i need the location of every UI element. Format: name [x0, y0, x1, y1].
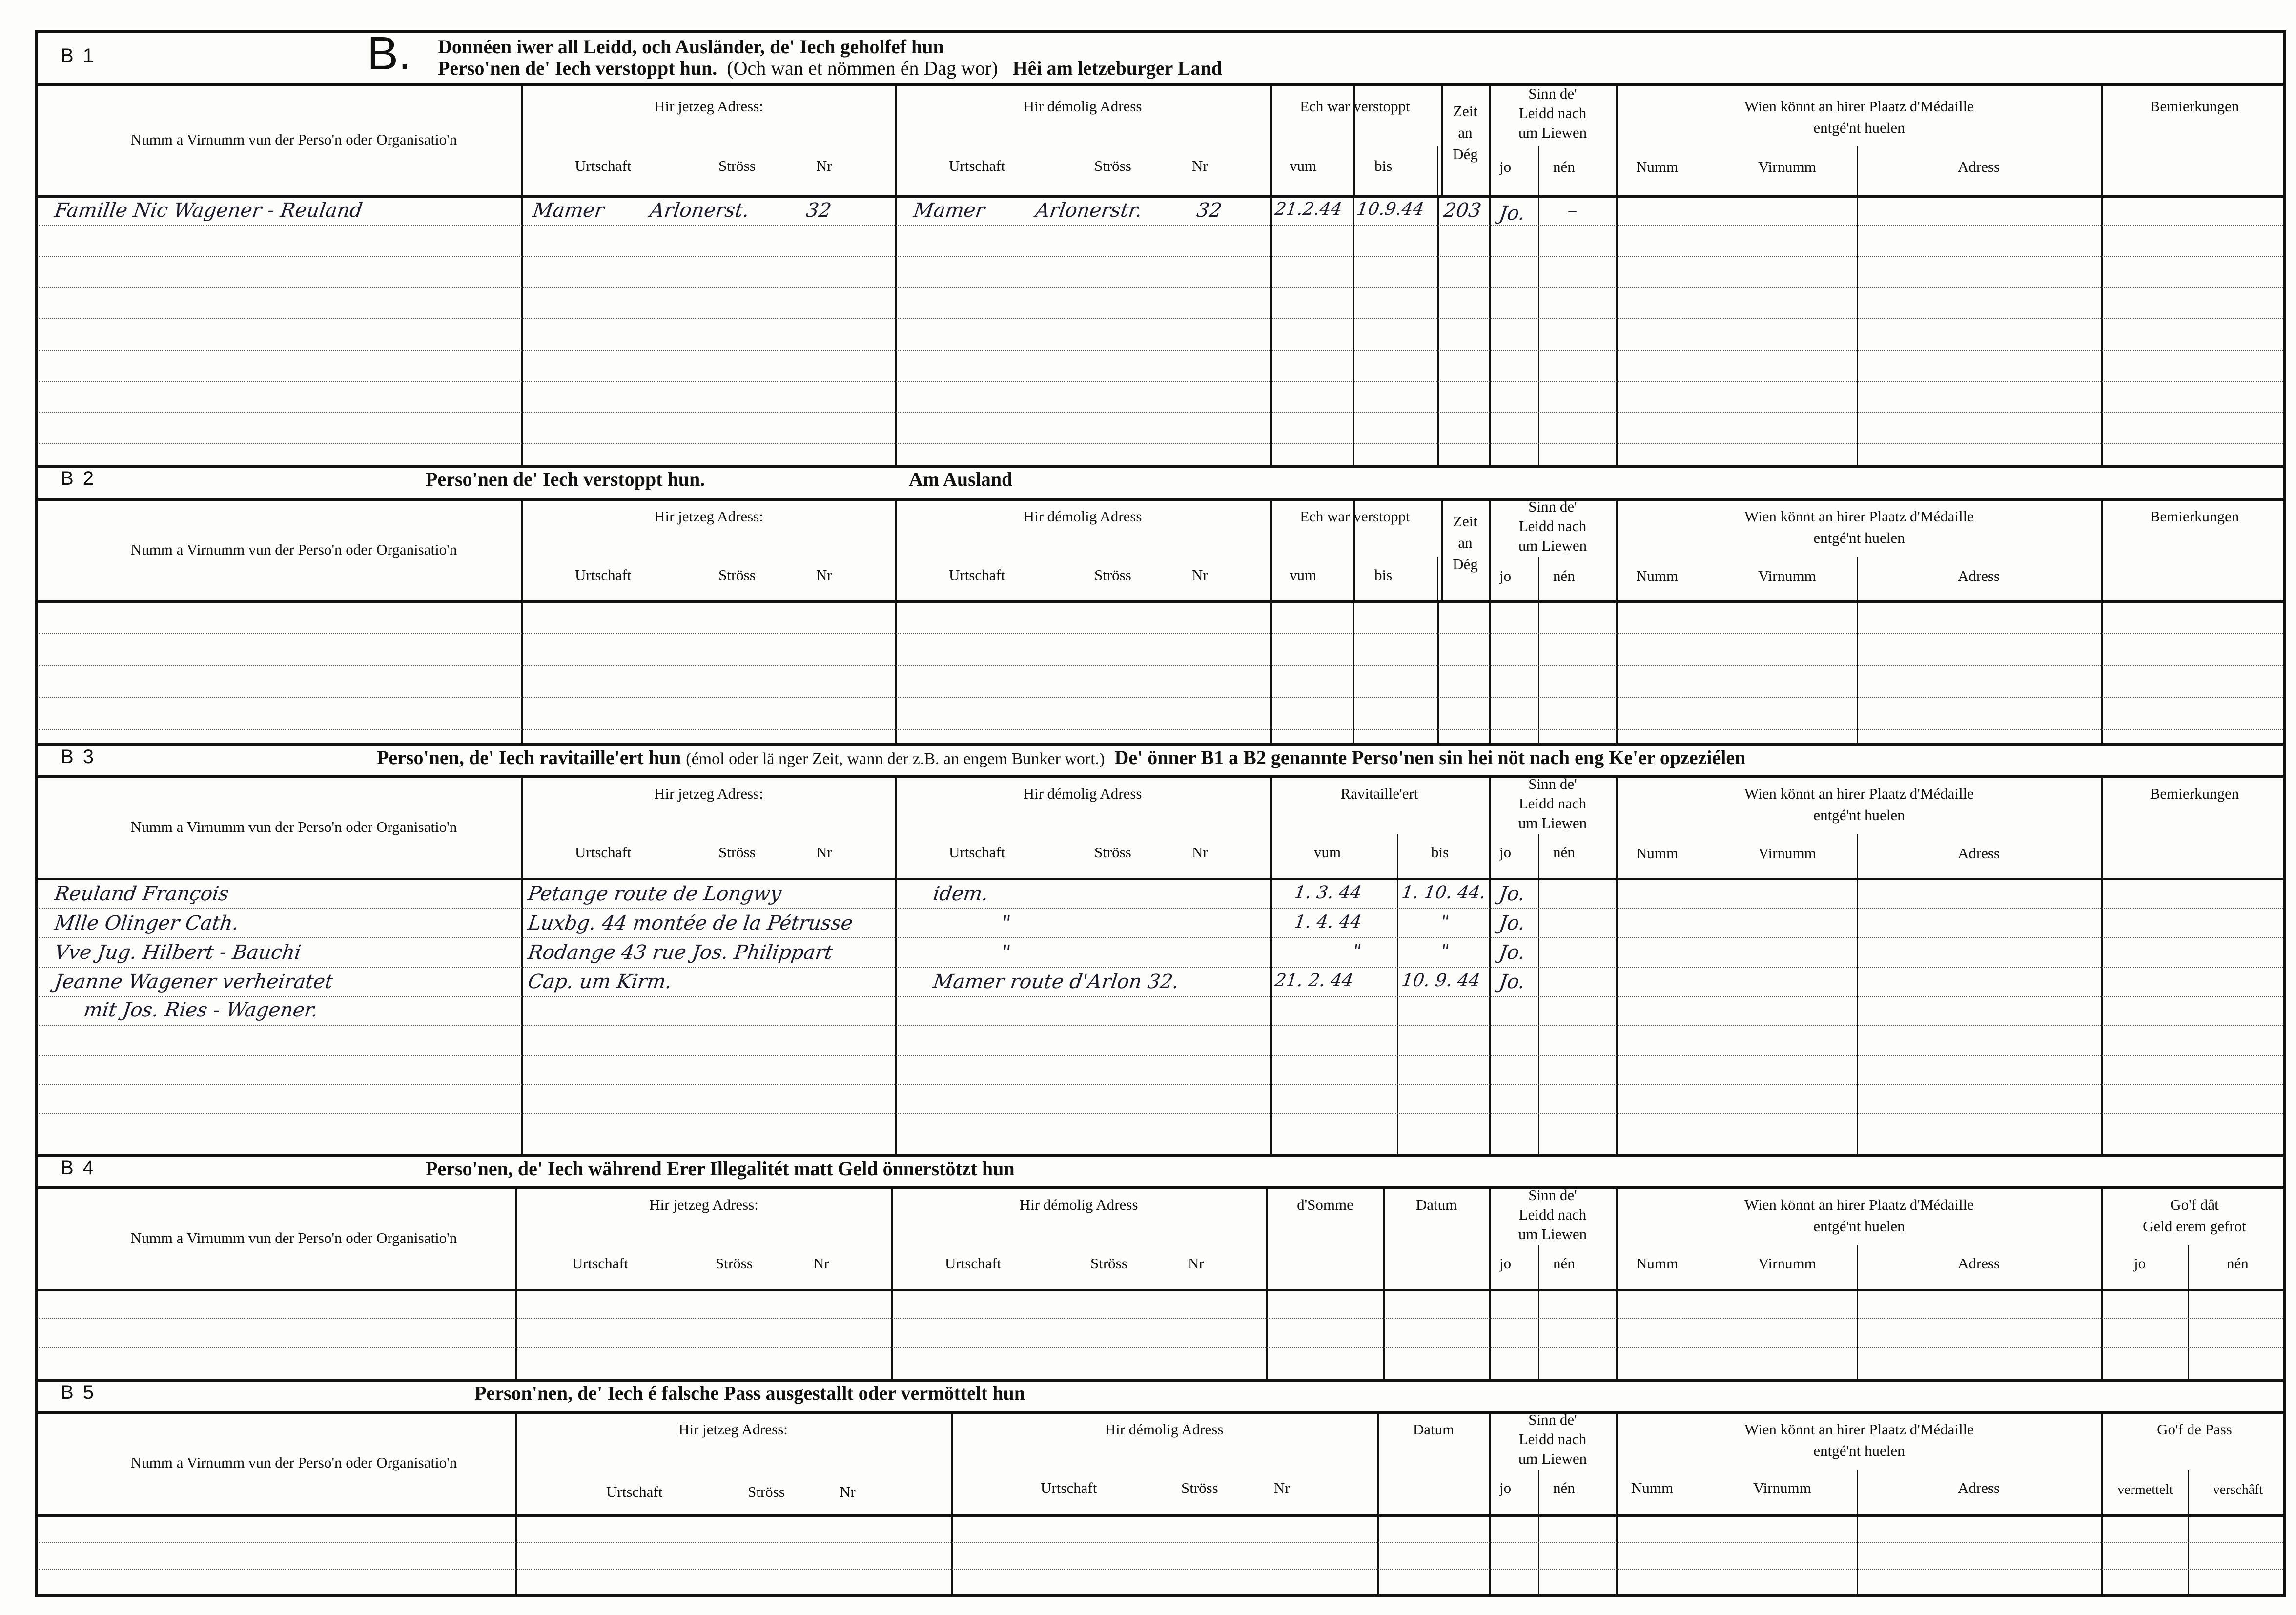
entry-to: 10. 9. 44: [1400, 971, 1482, 991]
no-header: nén: [1553, 1479, 1575, 1496]
address-header: Adress: [1957, 1255, 2000, 1272]
street-header: Ströss: [718, 157, 756, 174]
address-header: Adress: [1957, 158, 2000, 175]
number-header: Nr: [1274, 1479, 1290, 1496]
section-title: Perso'nen, de' Iech während Erer Illegalitét matt Geld önnerstötzt hun: [426, 1158, 1015, 1180]
entry-from: 1. 4. 44: [1293, 912, 1363, 932]
from-header: vum: [1314, 844, 1341, 861]
section-title: Perso'nen de' Iech verstoppt hun.: [426, 468, 705, 490]
section-subtitle: Am Ausland: [909, 468, 1013, 490]
current-address-header: Hir jetzeg Adress:: [678, 1421, 788, 1438]
entry-address: Luxbg. 44 montée de la Pétrusse: [526, 912, 855, 934]
street-header: Ströss: [1181, 1479, 1218, 1496]
pass-header: Go'f de Pass: [2157, 1421, 2232, 1438]
no-header: nén: [2227, 1255, 2249, 1272]
section-label: B 2: [61, 468, 96, 489]
place-header: Urtschaft: [575, 566, 632, 583]
entry-from: 21.2.44: [1273, 199, 1344, 219]
entry-name: Vve Jug. Hilbert - Bauchi: [53, 941, 303, 964]
remarks-header: Bemierkungen: [2150, 785, 2239, 802]
entry-to: ": [1439, 941, 1451, 961]
yes-header: jo: [1499, 567, 1512, 584]
surname-header: Virnumm: [1758, 1255, 1816, 1272]
repaid-header: Go'f dât: [2170, 1196, 2219, 1213]
section-title: Person'nen, de' Iech é falsche Pass ausgestallt oder vermöttelt hun: [474, 1382, 1025, 1404]
medal-header: Wien könnt an hirer Plaatz d'Médaille: [1744, 98, 1974, 115]
entry-former-address: idem.: [931, 883, 990, 905]
entry-to: 1. 10. 44.: [1400, 883, 1487, 903]
number-header: Nr: [816, 157, 832, 174]
medal-header-2: entgé'nt huelen: [1813, 807, 1905, 824]
medal-header-2: entgé'nt huelen: [1813, 1442, 1905, 1459]
street-header: Ströss: [748, 1483, 785, 1500]
remarks-header: Bemierkungen: [2150, 508, 2239, 525]
name-header: Numm a Virnumm vun der Perso'n oder Organisatio'n: [130, 1229, 457, 1246]
date-header: Datum: [1413, 1421, 1455, 1438]
former-address-header: Hir démolig Adress: [1105, 1421, 1224, 1438]
section-label: B 3: [61, 746, 96, 767]
no-header: nén: [1553, 567, 1575, 584]
current-address-header: Hir jetzeg Adress:: [654, 785, 763, 802]
no-header: nén: [1553, 1255, 1575, 1272]
sum-header: d'Somme: [1297, 1196, 1353, 1213]
entry-former-number: 32: [1195, 199, 1224, 222]
entry-name: Mlle Olinger Cath.: [53, 912, 241, 934]
number-header: Nr: [816, 844, 832, 861]
section-subtitle: Perso'nen de' Iech verstoppt hun. (Och wan et nömmen én Dag wor) Hêi am letzeburger Land: [438, 57, 1222, 79]
mediated-header: vermettelt: [2117, 1482, 2173, 1497]
entry-street: Arlonerst.: [648, 199, 751, 222]
street-header: Ströss: [1094, 157, 1131, 174]
procured-header: verschâft: [2213, 1482, 2263, 1497]
time-header: Zeit: [1453, 513, 1477, 530]
section-title: Donnéen iwer all Leidd, och Ausländer, de' Iech geholfef hun: [438, 36, 944, 58]
former-address-header: Hir démolig Adress: [1023, 98, 1142, 115]
entry-place: Mamer: [531, 199, 606, 222]
alive-header-3: um Liewen: [1518, 1225, 1587, 1242]
entry-former-address: ": [1000, 941, 1012, 964]
entry-former-street: Arlonerstr.: [1034, 199, 1144, 222]
entry-former-address: ": [1000, 912, 1012, 934]
medal-header-2: entgé'nt huelen: [1813, 1218, 1905, 1235]
name-header: Numm a Virnumm vun der Perso'n oder Organisatio'n: [130, 818, 457, 835]
number-header: Nr: [1192, 844, 1208, 861]
to-header: bis: [1431, 844, 1449, 861]
surname-header: Virnumm: [1758, 158, 1816, 175]
alive-header: Sinn de': [1528, 85, 1577, 102]
address-header: Adress: [1957, 567, 2000, 584]
entry-address: Rodange 43 rue Jos. Philippart: [526, 941, 834, 964]
alive-header-2: Leidd nach: [1518, 104, 1587, 122]
entry-days: 203: [1442, 199, 1483, 222]
former-address-header: Hir démolig Adress: [1023, 508, 1142, 525]
no-header: nén: [1553, 158, 1575, 175]
street-header: Ströss: [718, 566, 756, 583]
to-header: bis: [1374, 157, 1393, 174]
form-frame: [35, 27, 2286, 1597]
place-header: Urtschaft: [949, 566, 1005, 583]
alive-header-3: um Liewen: [1518, 1450, 1587, 1467]
medal-header: Wien könnt an hirer Plaatz d'Médaille: [1744, 1196, 1974, 1213]
surname-header: Virnumm: [1758, 845, 1816, 862]
first-name-header: Numm: [1636, 158, 1679, 175]
yes-header: jo: [1499, 844, 1512, 861]
medal-header-2: entgé'nt huelen: [1813, 529, 1905, 546]
number-header: Nr: [816, 566, 832, 583]
number-header: Nr: [813, 1255, 829, 1272]
first-name-header: Numm: [1636, 567, 1679, 584]
place-header: Urtschaft: [949, 157, 1005, 174]
alive-header-2: Leidd nach: [1518, 1430, 1587, 1448]
entry-name: Famille Nic Wagener - Reuland: [53, 199, 364, 222]
number-header: Nr: [840, 1483, 856, 1500]
yes-header: jo: [1499, 1479, 1512, 1496]
place-header: Urtschaft: [575, 157, 632, 174]
no-header: nén: [1553, 844, 1575, 861]
entry-alive-yes: Jo.: [1497, 971, 1527, 993]
alive-header-2: Leidd nach: [1518, 1206, 1587, 1223]
alive-header-3: um Liewen: [1518, 124, 1587, 141]
section-label: B 4: [61, 1157, 96, 1179]
entry-name: mit Jos. Ries - Wagener.: [82, 999, 320, 1021]
repaid-header-2: Geld erem gefrot: [2143, 1218, 2246, 1235]
remarks-header: Bemierkungen: [2150, 98, 2239, 115]
alive-header: Sinn de': [1528, 1411, 1577, 1428]
time-header-3: Dég: [1453, 145, 1478, 163]
number-header: Nr: [1188, 1255, 1204, 1272]
hidden-header: Ech war verstoppt: [1300, 508, 1410, 525]
entry-alive-yes: Jo.: [1497, 912, 1527, 934]
time-header-2: an: [1458, 534, 1473, 551]
section-label: B 5: [61, 1382, 96, 1403]
address-header: Adress: [1957, 845, 2000, 862]
yes-header: jo: [1499, 1255, 1512, 1272]
medal-header: Wien könnt an hirer Plaatz d'Médaille: [1744, 785, 1974, 802]
entry-name: Reuland François: [53, 883, 230, 905]
number-header: Nr: [1192, 566, 1208, 583]
alive-header: Sinn de': [1528, 498, 1577, 515]
name-header: Numm a Virnumm vun der Perso'n oder Organisatio'n: [130, 131, 457, 148]
current-address-header: Hir jetzeg Adress:: [654, 98, 763, 115]
former-address-header: Hir démolig Adress: [1019, 1196, 1138, 1213]
name-header: Numm a Virnumm vun der Perso'n oder Organisatio'n: [130, 541, 457, 558]
alive-header-2: Leidd nach: [1518, 795, 1587, 812]
entry-alive-yes: Jo.: [1497, 202, 1527, 225]
entry-alive-no: –: [1566, 199, 1579, 222]
address-header: Adress: [1957, 1479, 2000, 1496]
current-address-header: Hir jetzeg Adress:: [649, 1196, 758, 1213]
entry-number: 32: [804, 199, 833, 222]
entry-from: 21. 2. 44: [1273, 971, 1355, 991]
time-header-3: Dég: [1453, 556, 1478, 573]
entry-to: ": [1439, 912, 1451, 932]
street-header: Ströss: [718, 844, 756, 861]
entry-former-address: Mamer route d'Arlon 32.: [931, 971, 1181, 993]
surname-header: Virnumm: [1753, 1479, 1811, 1496]
from-header: vum: [1290, 566, 1317, 583]
yes-header: jo: [1499, 158, 1512, 175]
first-name-header: Numm: [1636, 845, 1679, 862]
first-name-header: Numm: [1631, 1479, 1674, 1496]
entry-name: Jeanne Wagener verheiratet: [53, 971, 335, 993]
number-header: Nr: [1192, 157, 1208, 174]
yes-header: jo: [2134, 1255, 2146, 1272]
place-header: Urtschaft: [949, 844, 1005, 861]
street-header: Ströss: [1090, 1255, 1128, 1272]
alive-header-2: Leidd nach: [1518, 518, 1587, 535]
section-title: Perso'nen, de' Iech ravitaille'ert hun (émol oder lä nger Zeit, wann der z.B. an engem Bunker wort.) De' önner B1 a B2 genannte Perso'nen sin hei nöt nach eng Ke'er opzeziélen: [377, 746, 1746, 768]
current-address-header: Hir jetzeg Adress:: [654, 508, 763, 525]
place-header: Urtschaft: [606, 1483, 663, 1500]
medal-header-2: entgé'nt huelen: [1813, 119, 1905, 136]
to-header: bis: [1374, 566, 1393, 583]
place-header: Urtschaft: [575, 844, 632, 861]
entry-alive-yes: Jo.: [1497, 883, 1527, 905]
section-label: B 1: [61, 45, 96, 66]
former-address-header: Hir démolig Adress: [1023, 785, 1142, 802]
entry-from: 1. 3. 44: [1293, 883, 1363, 903]
alive-header-3: um Liewen: [1518, 537, 1587, 554]
entry-former-place: Mamer: [912, 199, 986, 222]
medal-header: Wien könnt an hirer Plaatz d'Médaille: [1744, 508, 1974, 525]
street-header: Ströss: [716, 1255, 753, 1272]
surname-header: Virnumm: [1758, 567, 1816, 584]
place-header: Urtschaft: [1041, 1479, 1097, 1496]
alive-header: Sinn de': [1528, 1186, 1577, 1203]
place-header: Urtschaft: [572, 1255, 629, 1272]
medal-header: Wien könnt an hirer Plaatz d'Médaille: [1744, 1421, 1974, 1438]
entry-from: ": [1352, 941, 1363, 961]
section-letter: B.: [367, 27, 411, 80]
entry-address: Cap. um Kirm.: [526, 971, 674, 993]
supplied-header: Ravitaille'ert: [1340, 785, 1418, 802]
time-header: Zeit: [1453, 103, 1477, 120]
alive-header: Sinn de': [1528, 775, 1577, 792]
place-header: Urtschaft: [945, 1255, 1002, 1272]
from-header: vum: [1290, 157, 1317, 174]
street-header: Ströss: [1094, 844, 1131, 861]
hidden-header: Ech war verstoppt: [1300, 98, 1410, 115]
entry-alive-yes: Jo.: [1497, 941, 1527, 964]
entry-to: 10.9.44: [1355, 199, 1426, 219]
name-header: Numm a Virnumm vun der Perso'n oder Organisatio'n: [130, 1454, 457, 1471]
street-header: Ströss: [1094, 566, 1131, 583]
entry-address: Petange route de Longwy: [526, 883, 783, 905]
first-name-header: Numm: [1636, 1255, 1679, 1272]
date-header: Datum: [1415, 1196, 1457, 1213]
alive-header-3: um Liewen: [1518, 814, 1587, 831]
time-header-2: an: [1458, 124, 1473, 141]
